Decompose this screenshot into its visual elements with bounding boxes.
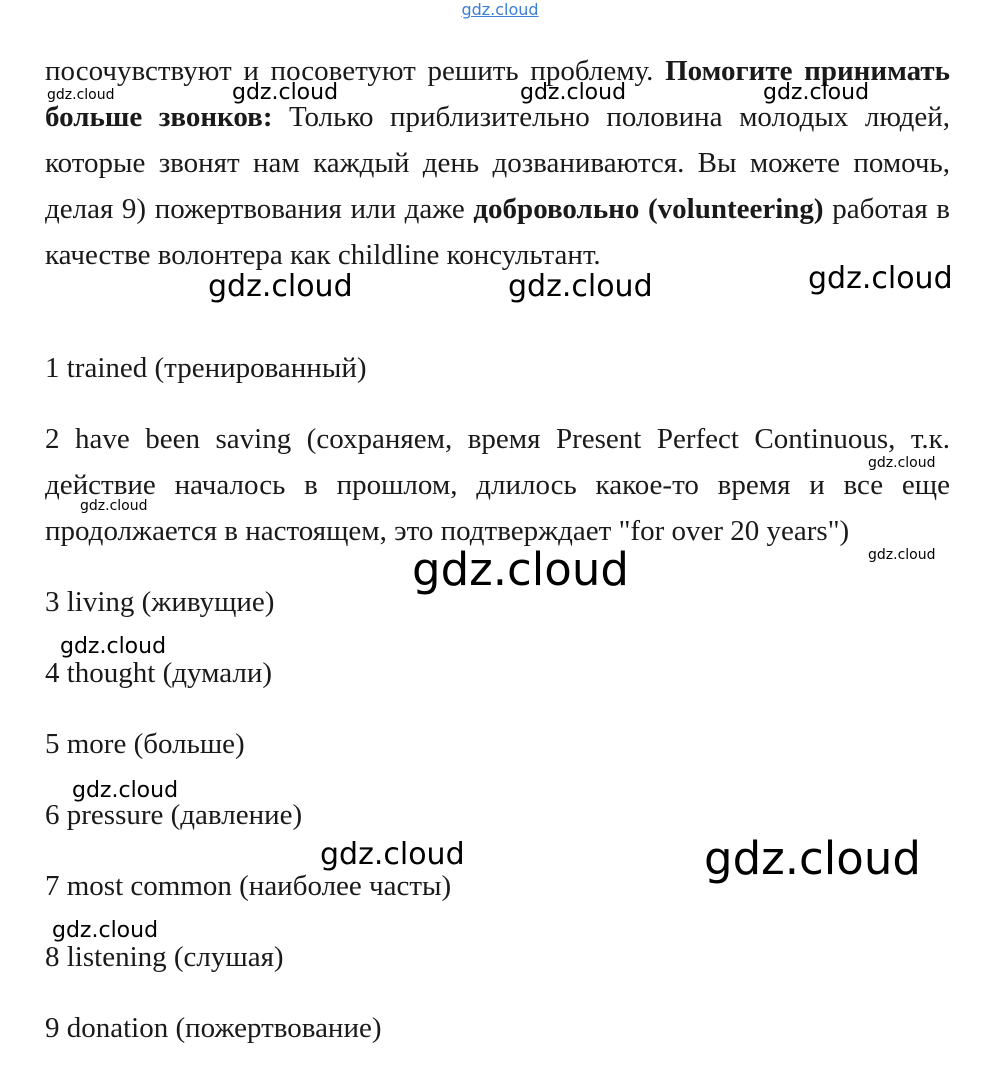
watermark: gdz.cloud (47, 87, 115, 103)
paragraph-part-2: Только приблизительно половина молодых людей, которые звонят нам каждый день дозваниваются. Вы можете помочь, делая 9) пожертвования или даже (45, 101, 950, 225)
watermark: gdz.cloud (60, 634, 167, 659)
paragraph-part-3: работая в качестве волонтера как childline консультант. (45, 193, 950, 271)
watermark: gdz.cloud (232, 80, 339, 105)
watermark: gdz.cloud (520, 80, 627, 105)
watermark: gdz.cloud (704, 832, 921, 885)
answer-5: 5 more (больше) (45, 728, 245, 760)
answer-3: 3 living (живущие) (45, 586, 275, 618)
watermark: gdz.cloud (80, 498, 148, 514)
paragraph-bold-1: Помогите принимать больше звонков: (45, 55, 950, 133)
watermark: gdz.cloud (72, 778, 179, 803)
answer-7: 7 most common (наиболее часты) (45, 870, 452, 902)
watermark: gdz.cloud (868, 547, 936, 563)
watermark: gdz.cloud (320, 837, 465, 872)
answer-1: 1 trained (тренированный) (45, 352, 367, 384)
watermark: gdz.cloud (763, 80, 870, 105)
watermark: gdz.cloud (52, 918, 159, 943)
answer-8: 8 listening (слушая) (45, 941, 284, 973)
paragraph-part-1: посочувствуют и посоветуют решить проблему. (45, 55, 666, 87)
answer-6: 6 pressure (давление) (45, 799, 303, 831)
watermark: gdz.cloud (412, 543, 629, 596)
answer-9: 9 donation (пожертвование) (45, 1012, 382, 1044)
answer-2: 2 have been saving (сохраняем, время Present Perfect Continuous, т.к. действие началось в прошлом, длилось какое-то время и все еще продолжается в настоящем, это подтверждает "for over 20 years") (45, 423, 950, 547)
watermark: gdz.cloud (208, 269, 353, 304)
site-link[interactable]: gdz.cloud (461, 0, 539, 19)
watermark: gdz.cloud (808, 261, 953, 296)
answer-4: 4 thought (думали) (45, 657, 273, 689)
watermark: gdz.cloud (508, 269, 653, 304)
watermark: gdz.cloud (868, 455, 936, 471)
paragraph-bold-2: добровольно (volunteering) (473, 193, 824, 225)
